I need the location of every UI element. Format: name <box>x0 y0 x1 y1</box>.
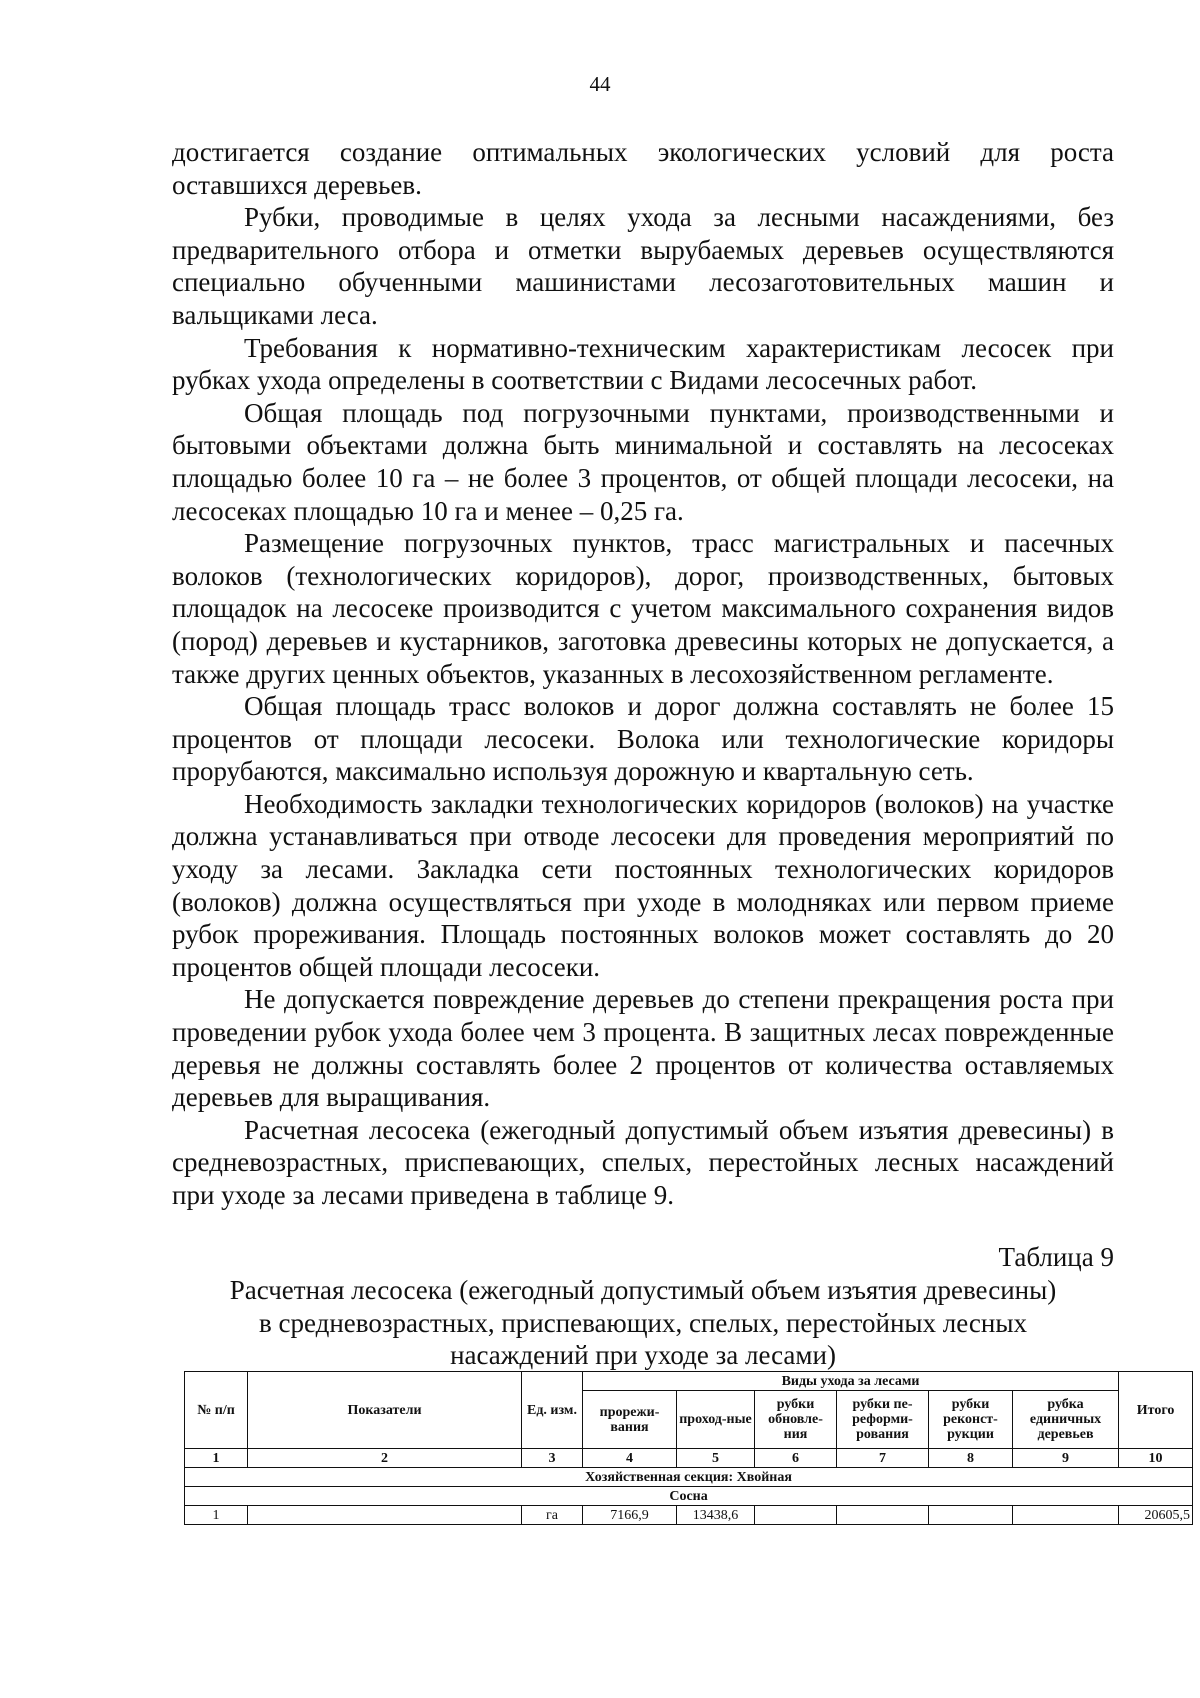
header-unit: Ед. изм. <box>522 1372 583 1449</box>
column-number: 3 <box>522 1449 583 1468</box>
paragraph: Расчетная лесосека (ежегодный допустимый объем изъятия древесины) в средневозрастных, приспевающих, спелых, перестойных лесных насаждений при уходе за лесами приведена в таблице 9. <box>172 1114 1114 1210</box>
paragraph: достигается создание оптимальных экологических условий для роста оставшихся деревьев. <box>172 137 1114 200</box>
paragraph: Требования к нормативно-техническим характеристикам лесосек при рубках ухода определены в соответствии с Видами лесосечных работ. <box>172 332 1114 396</box>
paragraph: Необходимость закладки технологических коридоров (волоков) на участке должна устанавливаться при отводе лесосеки для проведения мероприятий по уходу за лесами. Закладка сети постоянных технологических коридоров (волоков) должна осуществляться при уходе в молодняках или первом приеме рубок прореживания. Площадь постоянных волоков может составлять до 20 процентов общей площади лесосеки. <box>172 788 1114 982</box>
column-number: 5 <box>677 1449 755 1468</box>
column-number: 9 <box>1013 1449 1119 1468</box>
header-type-thinning: прорежи-вания <box>583 1391 677 1449</box>
species-row <box>185 1487 1193 1506</box>
table-title-line: Расчетная лесосека (ежегодный допустимый объем изъятия древесины) <box>229 1275 1057 1305</box>
section-label: Хозяйственная секция: Хвойная <box>185 1468 1193 1487</box>
paragraph: Рубки, проводимые в целях ухода за лесными насаждениями, без предварительного отбора и отметки вырубаемых деревьев осуществляются специально обученными машинистами лесозаготовительных машин и вальщиками леса. <box>172 202 1114 330</box>
section-row <box>185 1468 1193 1487</box>
column-number: 8 <box>929 1449 1013 1468</box>
column-number: 10 <box>1119 1449 1193 1468</box>
paragraph: Размещение погрузочных пунктов, трасс магистральных и пасечных волоков (технологических коридоров), дорог, производственных, бытовых площадок на лесосеке производится с учетом максимального сохранения видов (пород) деревьев и кустарников, заготовка древесины которых не допускается, а также других ценных объектов, указанных в лесохозяйственном регламенте. <box>172 528 1114 689</box>
species-label: Сосна <box>185 1487 1193 1506</box>
table-title <box>172 1274 1114 1372</box>
column-number: 1 <box>185 1449 248 1468</box>
row-total: 20605,5 <box>1119 1506 1193 1525</box>
paragraph: Общая площадь под погрузочными пунктами, производственными и бытовыми объектами должна быть минимальной и составлять на лесосеках площадью более 10 га – не более 3 процентов, от общей площади лесосеки, на лесосеках площадью 10 га и менее – 0,25 га. <box>172 397 1114 526</box>
row-value-renewal <box>755 1506 837 1525</box>
row-indicator <box>248 1506 522 1525</box>
row-value-reformation <box>837 1506 929 1525</box>
paragraph: Общая площадь трасс волоков и дорог должна составлять не более 15 процентов от площади лесосеки. Волока или технологические коридоры прорубаются, максимально используя дорожную и квартальную сеть. <box>172 691 1114 787</box>
column-number-row <box>185 1449 1193 1468</box>
table-title-line: в средневозрастных, приспевающих, спелых, перестойных лесных <box>258 1307 1027 1338</box>
body-text <box>172 136 1114 1212</box>
column-number: 6 <box>755 1449 837 1468</box>
row-value-passage: 13438,6 <box>677 1506 755 1525</box>
column-number: 2 <box>248 1449 522 1468</box>
row-unit: га <box>522 1506 583 1525</box>
header-num: № п/п <box>185 1372 248 1449</box>
row-value-single-tree <box>1013 1506 1119 1525</box>
header-care-types: Виды ухода за лесами <box>583 1372 1119 1391</box>
header-type-renewal: рубки обновле-ния <box>755 1391 837 1449</box>
paragraph: Не допускается повреждение деревьев до степени прекращения роста при проведении рубок ухода более чем 3 процента. В защитных лесах поврежденные деревья не должны составлять более 2 процентов от количества оставляемых деревьев для выращивания. <box>172 984 1114 1113</box>
harvest-table <box>184 1371 1193 1525</box>
column-number: 7 <box>837 1449 929 1468</box>
row-value-reconstruction <box>929 1506 1013 1525</box>
page-number: 44 <box>589 72 611 96</box>
header-type-single-tree: рубка единичных деревьев <box>1013 1391 1119 1449</box>
column-number: 4 <box>583 1449 677 1468</box>
table-label: Таблица 9 <box>998 1242 1114 1272</box>
header-total: Итого <box>1119 1372 1193 1449</box>
header-type-passage: проход-ные <box>677 1391 755 1449</box>
header-indicators: Показатели <box>248 1372 522 1449</box>
table-title-line: насаждений при уходе за лесами) <box>450 1340 836 1371</box>
row-value-thinning: 7166,9 <box>583 1506 677 1525</box>
row-num: 1 <box>185 1506 248 1525</box>
table-row <box>185 1506 1193 1525</box>
header-type-reconstruction: рубки реконст-рукции <box>929 1391 1013 1449</box>
header-type-reformation: рубки пе-реформи-рования <box>837 1391 929 1449</box>
